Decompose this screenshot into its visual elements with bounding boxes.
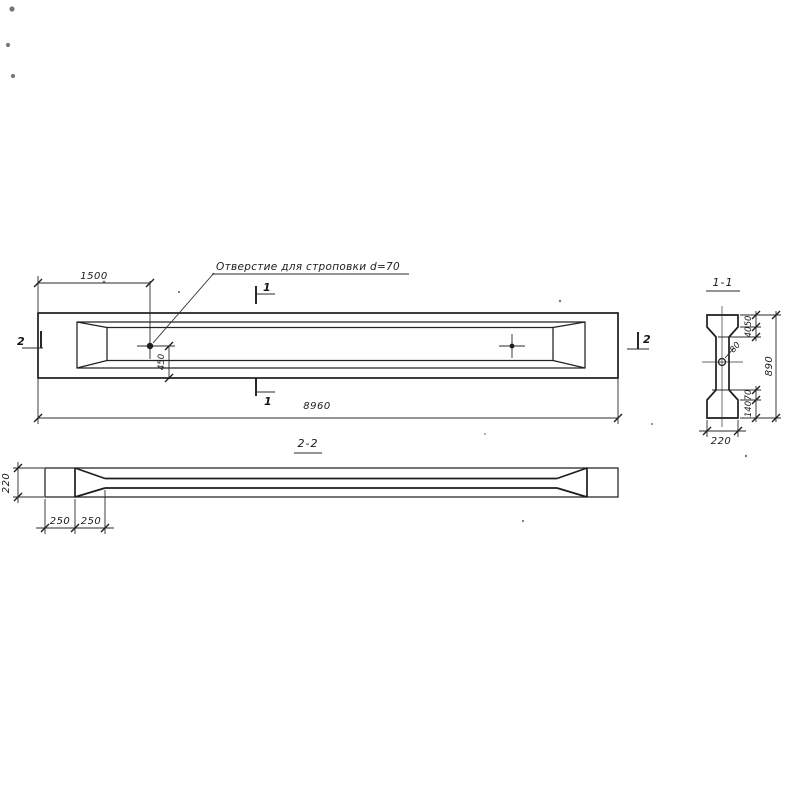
dim-40-text: 40: [744, 326, 754, 338]
section-1-1-title: [706, 276, 740, 291]
dim-250-b-text: 250: [80, 516, 102, 527]
section-mark-1-bottom-label: 1: [264, 395, 272, 408]
section-mark-1-top-label: 1: [263, 281, 271, 294]
section-mark-2-left-label: 2: [17, 335, 25, 348]
dim-50-text: 50: [744, 315, 754, 327]
dim-8960: [34, 379, 622, 424]
section-mark-1-top: [256, 281, 275, 304]
dim-8960-text: 8960: [303, 401, 331, 412]
dim-web-hole-text: 80: [728, 340, 743, 356]
section-1-1-title-text: 1-1: [712, 276, 734, 289]
dim-890: [764, 311, 780, 422]
section-2-2-cut-profile: [75, 468, 587, 497]
dim-450-text: 450: [157, 353, 167, 371]
section-2-2-view: [1, 437, 618, 534]
section-hole: [702, 340, 743, 365]
dim-140-text: 140: [744, 400, 754, 418]
dim-220-s11-text: 220: [710, 436, 732, 447]
dim-top-flange-chamfer: [744, 311, 760, 341]
section-2-2-outer: [45, 468, 618, 497]
section-1-1-outline: [707, 315, 738, 418]
elevation-view: [17, 261, 651, 424]
slinging-hole-right: [499, 334, 525, 358]
leader-note: [153, 261, 409, 343]
section-mark-2-right-label: 2: [643, 333, 651, 346]
dim-bottom-chamfer-flange: [744, 386, 760, 422]
dim-220-s22-text: 220: [1, 472, 12, 494]
section-mark-2-right: [627, 332, 651, 349]
dim-220-section22: [1, 462, 44, 503]
recess-inner: [107, 328, 553, 361]
dim-890-text: 890: [764, 355, 775, 377]
dim-1500: [34, 271, 154, 312]
section-2-2-title: [294, 437, 322, 453]
dim-250-a-text: 250: [49, 516, 71, 527]
leader-note-text: Отверстие для строповки d=70: [216, 261, 401, 273]
dim-1500-text: 1500: [80, 271, 108, 282]
section-1-1-view: [699, 276, 781, 447]
section-mark-2-left: [17, 331, 43, 348]
section-2-2-title-text: 2-2: [297, 437, 319, 450]
dim-220-section11: [699, 420, 746, 447]
dim-70-text: 70: [744, 389, 754, 401]
dim-450: [154, 342, 175, 382]
slinging-hole-left: [137, 281, 163, 359]
section-mark-1-bottom: [256, 378, 275, 408]
